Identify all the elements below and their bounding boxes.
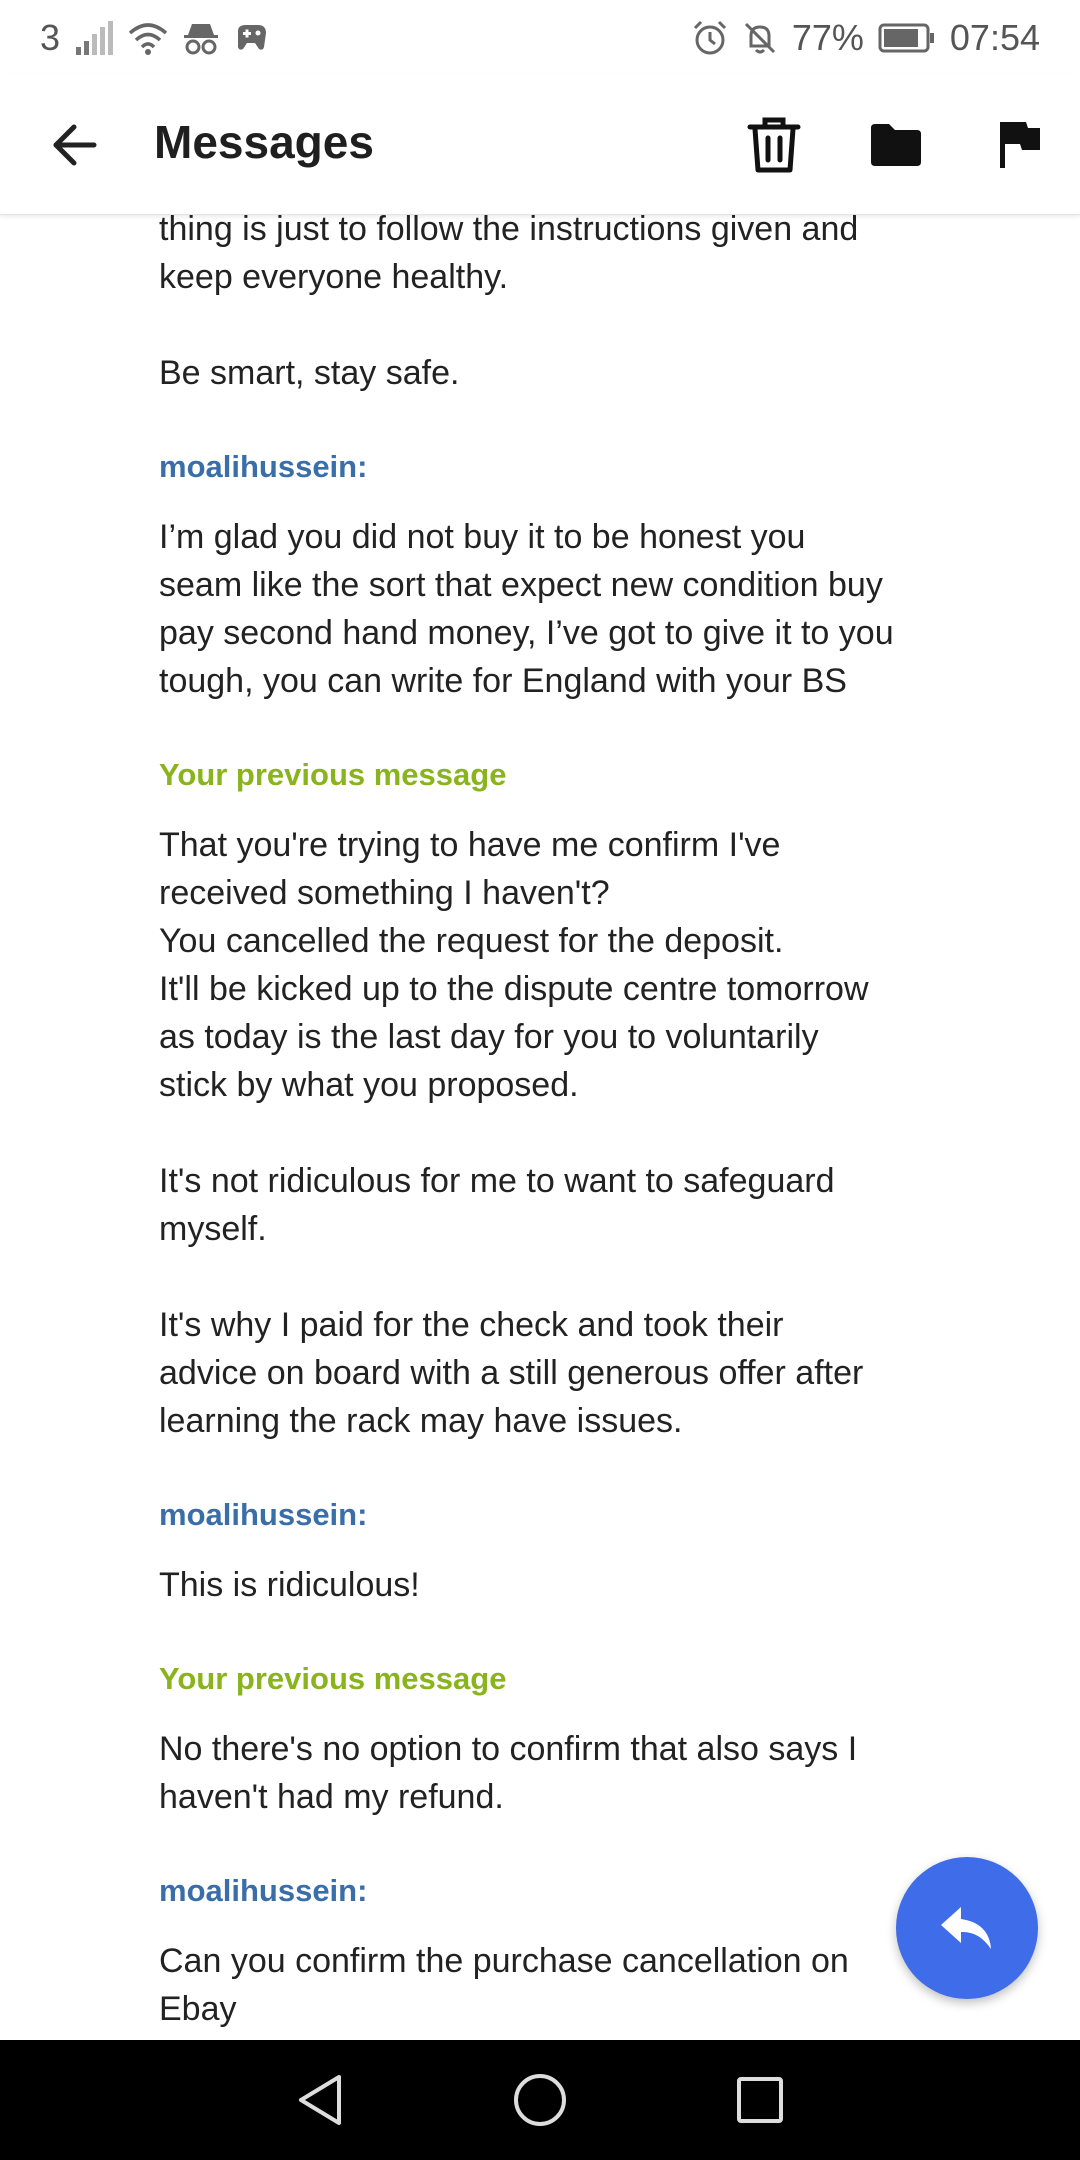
game-controller-icon xyxy=(234,23,268,53)
message-body xyxy=(159,1937,939,2033)
message-body xyxy=(159,821,939,1445)
battery-icon xyxy=(878,23,936,53)
message-line: learning the rack may have issues. xyxy=(159,1402,683,1440)
message-line: You cancelled the request for the deposit. xyxy=(159,922,784,960)
message-line: Be smart, stay safe. xyxy=(159,354,460,392)
back-arrow-icon xyxy=(50,123,98,167)
alarm-icon xyxy=(692,20,728,56)
message-line: pay second hand money, I’ve got to give it to you xyxy=(159,614,894,652)
flag-button[interactable] xyxy=(984,109,1056,181)
message-line: myself. xyxy=(159,1210,267,1248)
app-bar xyxy=(0,75,1080,215)
message-line: stick by what you proposed. xyxy=(159,1066,579,1104)
message-line: advice on board with a still generous offer after xyxy=(159,1354,864,1392)
message-line: It's not ridiculous for me to want to safeguard xyxy=(159,1162,835,1200)
message-line: haven't had my refund. xyxy=(159,1778,504,1816)
circle-home-icon xyxy=(512,2072,568,2128)
page-title: Messages xyxy=(154,116,374,168)
carrier-label: 3 xyxy=(40,16,61,58)
message-line: This is ridiculous! xyxy=(159,1566,420,1604)
message-line: No there's no option to confirm that also says I xyxy=(159,1730,858,1768)
reply-icon xyxy=(939,1905,995,1951)
clock-time: 07:54 xyxy=(949,16,1040,58)
message-body xyxy=(159,215,939,397)
move-to-folder-button[interactable] xyxy=(860,109,932,181)
flag-icon xyxy=(998,120,1042,170)
muted-bell-icon xyxy=(742,20,778,56)
message-line: received something I haven't? xyxy=(159,874,610,912)
message-line: It'll be kicked up to the dispute centre tomorrow xyxy=(159,970,869,1008)
message-line: seam like the sort that expect new condition buy xyxy=(159,566,883,604)
triangle-back-icon xyxy=(295,2073,345,2127)
nav-back-button[interactable] xyxy=(285,2065,355,2135)
status-right xyxy=(692,17,1040,59)
system-nav-bar xyxy=(0,2040,1080,2160)
status-left xyxy=(40,17,268,59)
sender-label: moalihussein: xyxy=(159,449,368,484)
reply-button[interactable] xyxy=(896,1857,1038,1999)
message-body xyxy=(159,513,939,705)
message-line: It's why I paid for the check and took their xyxy=(159,1306,784,1344)
back-button[interactable] xyxy=(42,113,106,177)
message-body xyxy=(159,1725,939,1821)
folder-icon xyxy=(869,122,923,168)
sender-label: Your previous message xyxy=(159,757,507,792)
message-line: I’m glad you did not buy it to be honest you xyxy=(159,518,806,556)
delete-button[interactable] xyxy=(738,109,810,181)
message-line: keep everyone healthy. xyxy=(159,258,509,296)
wifi-icon xyxy=(128,21,168,55)
nav-recents-button[interactable] xyxy=(725,2065,795,2135)
incognito-icon xyxy=(182,21,220,55)
message-line: That you're trying to have me confirm I've xyxy=(159,826,781,864)
message-line: Can you confirm the purchase cancellation on xyxy=(159,1942,849,1980)
message-line: Ebay xyxy=(159,1990,237,2028)
thread-column xyxy=(159,215,939,2033)
signal-icon xyxy=(74,21,114,55)
message-line: as today is the last day for you to voluntarily xyxy=(159,1018,819,1056)
message-thread[interactable] xyxy=(0,215,1080,2040)
sender-label: moalihussein: xyxy=(159,1497,368,1532)
sender-label: Your previous message xyxy=(159,1661,507,1696)
message-body xyxy=(159,1561,939,1609)
trash-icon xyxy=(746,115,802,175)
sender-label: moalihussein: xyxy=(159,1873,368,1908)
message-line: thing is just to follow the instructions given and xyxy=(159,215,859,248)
square-recents-icon xyxy=(735,2075,785,2125)
battery-percent: 77% xyxy=(791,16,864,58)
status-bar xyxy=(0,0,1080,75)
nav-home-button[interactable] xyxy=(505,2065,575,2135)
message-line: tough, you can write for England with your BS xyxy=(159,662,847,700)
